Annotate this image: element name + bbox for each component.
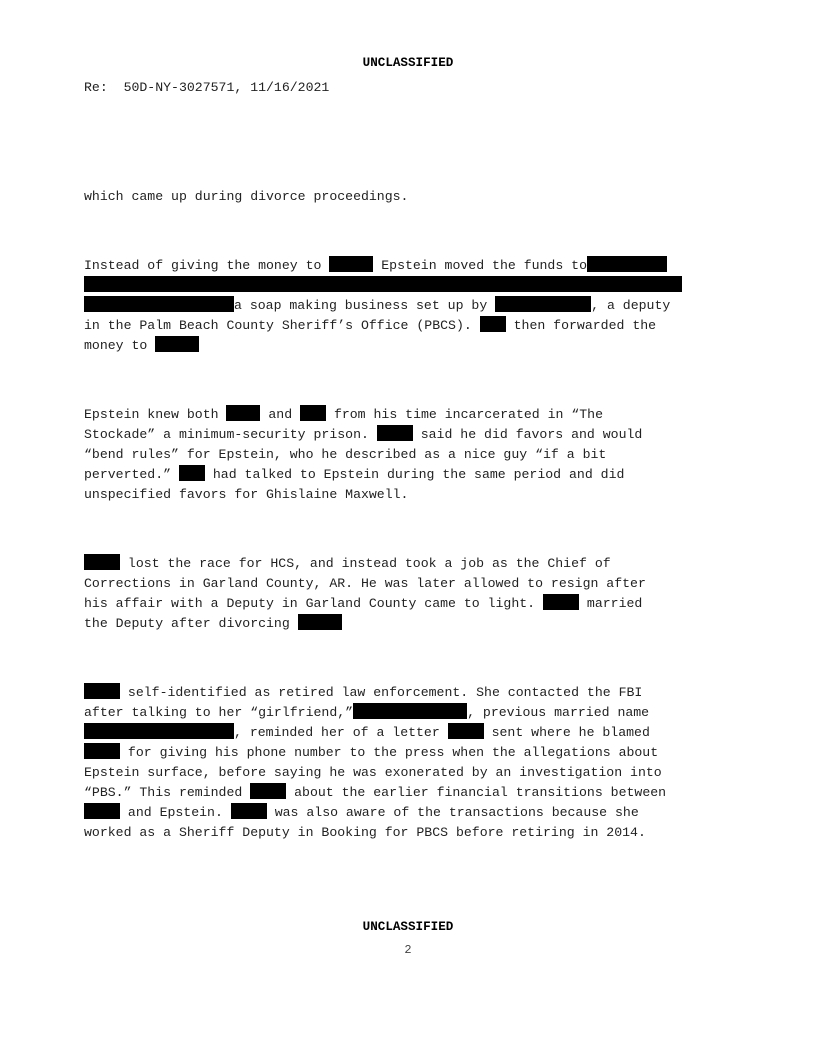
text-segment: from his time incarcerated in “The	[326, 407, 604, 422]
text-segment: “bend rules” for Epstein, who he described as a nice guy “if a bit	[84, 447, 607, 462]
text-segment: , reminded her of a letter	[234, 725, 448, 740]
text-segment: Epstein knew both	[84, 407, 227, 422]
text-segment: said he did favors and would	[412, 427, 643, 442]
text-line	[84, 594, 642, 614]
header-classification: UNCLASSIFIED	[362, 56, 454, 70]
redaction-block	[84, 743, 120, 759]
text-line	[84, 554, 611, 574]
text-segment: Corrections in Garland County, AR. He was later allowed to resign after	[84, 576, 646, 591]
text-line	[84, 683, 642, 703]
text-segment: for giving his phone number to the press when the allegations about	[120, 745, 659, 760]
redaction-block	[495, 296, 591, 312]
text-line	[84, 405, 603, 425]
text-line	[84, 783, 666, 803]
text-segment: married	[579, 596, 643, 611]
redaction-block	[84, 803, 120, 819]
redaction-block	[329, 256, 373, 272]
redaction-block	[353, 703, 467, 719]
text-line	[84, 485, 408, 505]
text-segment: Instead of giving the money to	[84, 258, 330, 273]
text-segment: Stockade” a minimum-security prison.	[84, 427, 377, 442]
text-line	[84, 336, 199, 356]
text-line	[84, 574, 646, 594]
redaction-block	[84, 683, 120, 699]
text-segment: self-identified as retired law enforcement. She contacted the FBI	[120, 685, 643, 700]
text-segment: had talked to Epstein during the same period and did	[204, 467, 625, 482]
redaction-block	[155, 336, 199, 352]
text-line	[84, 276, 682, 296]
footer-classification: UNCLASSIFIED	[362, 920, 454, 934]
text-segment: the Deputy after divorcing	[84, 616, 298, 631]
redaction-block	[587, 256, 667, 272]
text-line	[84, 445, 606, 465]
text-segment: , a deputy	[591, 298, 671, 313]
text-segment: Epstein moved the funds to	[373, 258, 588, 273]
redaction-block	[448, 723, 484, 739]
text-segment: which came up during divorce proceedings.	[84, 189, 409, 204]
text-segment: lost the race for HCS, and instead took a job as the Chief of	[120, 556, 611, 571]
text-line	[84, 763, 662, 783]
redaction-block	[84, 296, 234, 312]
text-line	[84, 296, 670, 316]
redaction-block	[250, 783, 286, 799]
text-line	[84, 614, 342, 634]
text-segment: perverted.”	[84, 467, 179, 482]
redaction-block	[377, 425, 413, 441]
text-segment: , previous married name	[467, 705, 650, 720]
redaction-block	[226, 405, 260, 421]
text-segment: after talking to her “girlfriend,”	[84, 705, 354, 720]
text-line	[84, 316, 656, 336]
redaction-block	[84, 554, 120, 570]
text-segment: was also aware of the transactions because she	[266, 805, 639, 820]
text-line	[84, 823, 646, 843]
text-line	[84, 425, 642, 445]
text-segment: unspecified favors for Ghislaine Maxwell.	[84, 487, 409, 502]
text-segment: Epstein surface, before saying he was exonerated by an investigation into	[84, 765, 662, 780]
text-segment: and	[260, 407, 301, 422]
redaction-block	[298, 614, 342, 630]
redaction-block	[543, 594, 579, 610]
redaction-block	[231, 803, 267, 819]
text-segment: a soap making business set up by	[234, 298, 496, 313]
text-segment: about the earlier financial transitions between	[286, 785, 667, 800]
text-segment: and Epstein.	[120, 805, 231, 820]
page-number: 2	[404, 943, 412, 957]
redaction-block	[300, 405, 326, 421]
redaction-block	[84, 723, 234, 739]
text-line	[84, 723, 650, 743]
redaction-block	[480, 316, 506, 332]
text-line	[84, 743, 658, 763]
redaction-block	[179, 465, 205, 481]
text-segment: worked as a Sheriff Deputy in Booking for PBCS before retiring in 2014.	[84, 825, 646, 840]
text-line	[84, 803, 639, 823]
text-segment: “PBS.” This reminded	[84, 785, 251, 800]
text-line	[84, 256, 667, 276]
redaction-block	[84, 276, 682, 292]
text-segment: money to	[84, 338, 156, 353]
text-line	[84, 703, 649, 723]
reference-line: Re: 50D-NY-3027571, 11/16/2021	[84, 80, 330, 95]
text-line	[84, 187, 408, 207]
text-segment: his affair with a Deputy in Garland County came to light.	[84, 596, 543, 611]
text-line	[84, 465, 624, 485]
text-segment: sent where he blamed	[483, 725, 650, 740]
text-segment: in the Palm Beach County Sheriff’s Office (PBCS).	[84, 318, 480, 333]
text-segment: then forwarded the	[505, 318, 657, 333]
